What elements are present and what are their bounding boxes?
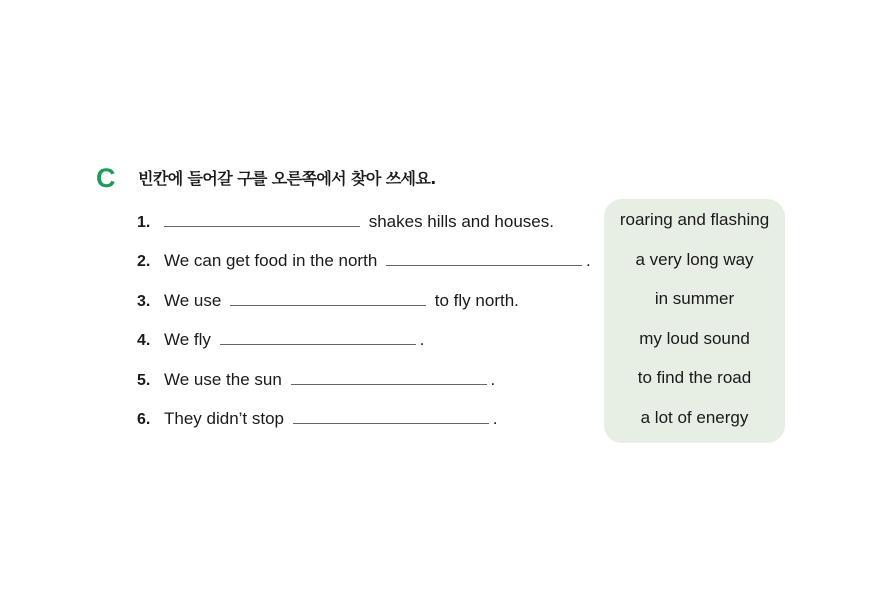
question-3 xyxy=(137,286,607,325)
question-6 xyxy=(137,404,607,443)
answer-blank-1[interactable] xyxy=(164,208,360,227)
question-5 xyxy=(137,365,607,404)
word-bank-item: in summer xyxy=(654,289,735,308)
question-number: 5. xyxy=(137,371,151,389)
word-bank-item: my loud sound xyxy=(639,328,750,348)
question-text-after: . xyxy=(419,330,425,350)
word-bank-item: a very long way xyxy=(635,249,754,269)
question-text-before: We fly xyxy=(164,330,216,350)
question-list xyxy=(137,207,607,443)
section-letter: C xyxy=(96,163,116,193)
question-text-after: . xyxy=(586,251,591,271)
answer-blank-2[interactable] xyxy=(386,247,582,266)
question-text-after: shakes hills and houses. xyxy=(364,212,554,231)
word-bank-box xyxy=(604,199,785,443)
question-1 xyxy=(137,207,607,246)
answer-blank-4[interactable] xyxy=(220,326,416,345)
question-text-before: We can get food in the north xyxy=(164,251,382,271)
question-4 xyxy=(137,325,607,364)
question-number: 6. xyxy=(137,410,151,428)
question-text-after: to fly north. xyxy=(430,290,519,310)
question-2 xyxy=(137,246,607,285)
question-number: 3. xyxy=(137,292,151,310)
word-bank-item: roaring and flashing xyxy=(619,210,770,229)
question-text-before: We use the sun xyxy=(164,369,287,389)
question-text-before: They didn’t stop xyxy=(164,408,289,428)
word-bank-item: a lot of energy xyxy=(640,407,749,427)
question-number: 2. xyxy=(137,253,151,271)
answer-blank-6[interactable] xyxy=(293,405,489,424)
instruction-text: 빈칸에 들어갈 구를 오른쪽에서 찾아 쓰세요. xyxy=(138,169,436,188)
question-text-after: . xyxy=(490,369,496,389)
question-number: 4. xyxy=(137,332,151,350)
answer-blank-5[interactable] xyxy=(291,366,487,385)
answer-blank-3[interactable] xyxy=(230,287,426,306)
word-bank-item: to find the road xyxy=(637,368,752,387)
question-text-after: . xyxy=(492,408,498,428)
question-number: 1. xyxy=(137,214,151,231)
question-text-before: We use xyxy=(164,290,227,310)
